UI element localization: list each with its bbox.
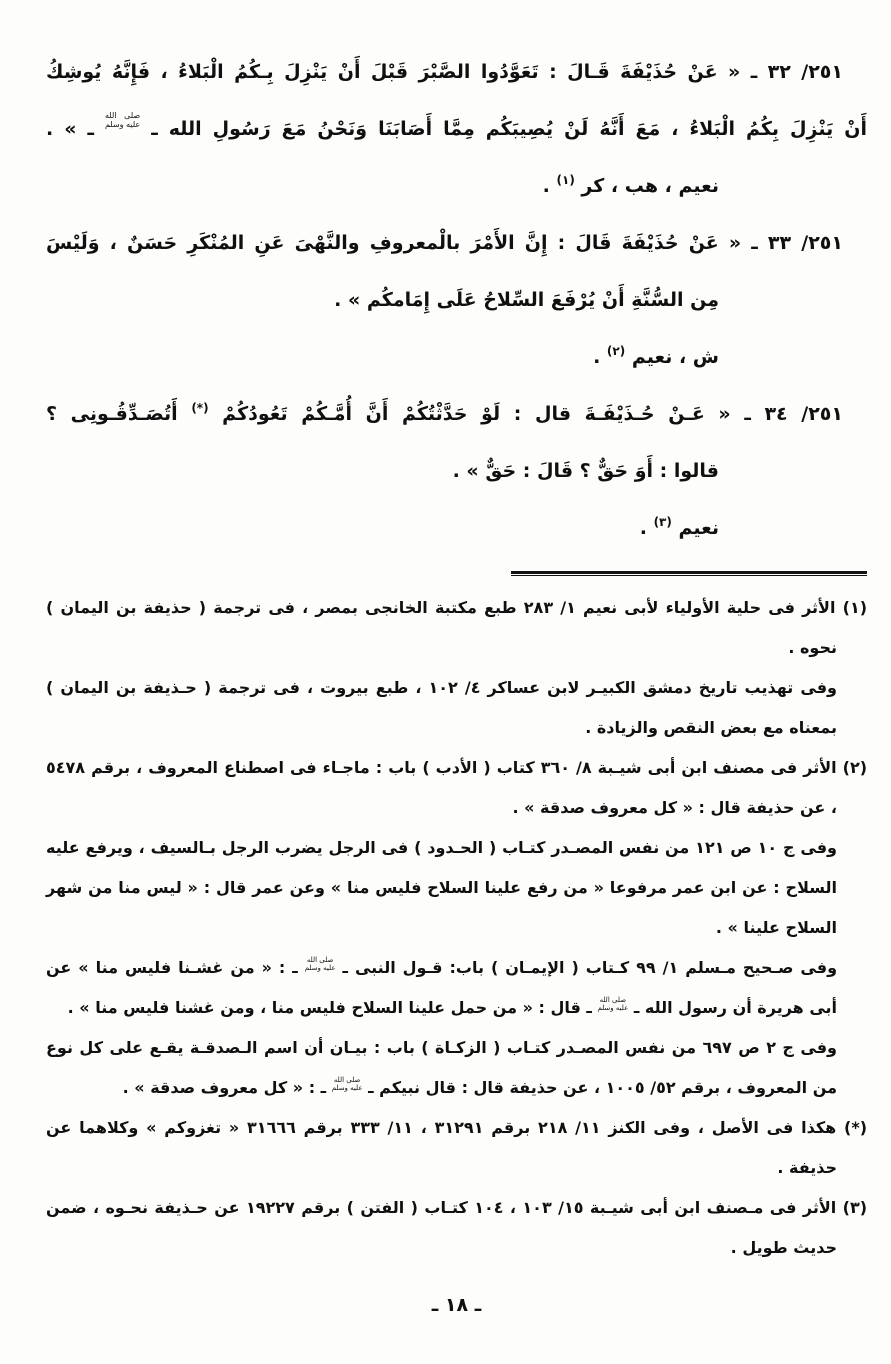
footnote bbox=[46, 748, 867, 1108]
matn-line: أَنْ يَنْزِلَ بِكُمُ الْبَلاءُ ، مَعَ أَنَّهُ لَنْ يُصِيبَكُم مِمَّا أَصَابَنَا وَنَحْنُ مَعَ رَسُولِ الله ـ صلى الله عليه وسلم ـ » . bbox=[46, 111, 867, 140]
footnote-sub-paragraph: وفى تهذيب تاريخ دمشق الكبيـر لابن عساكر ٤/ ١٠٢ ، طبع بيروت ، فى ترجمة ( حـذيفة بن اليمان ) بمعناه مع بعض النقص والزيادة . bbox=[46, 678, 837, 737]
footnote-lead-paragraph: (١) الأثر فى حلية الأولياء لأبى نعيم ١/ ٢٨٣ طبع مكتبة الخانجى بمصر ، فى ترجمة ( حذيفة بن اليمان ) نحوه . bbox=[46, 598, 868, 657]
takhrij-line: نعيم $^{(٣)}$ . bbox=[639, 515, 719, 539]
hadith-section bbox=[46, 386, 867, 557]
footnote-lead-paragraph: (*) هكذا فى الأصل ، وفى الكنز ١١/ ٢١٨ برقم ٣١٢٩١ ، ١١/ ٣٣٣ برقم ٣١٦٦٦ « تغزوكم » وكلاهما عن حذيفة . bbox=[46, 1118, 868, 1177]
matn-line: ٢٥١/ ٣٣ ـ « عَنْ حُذَيْفَةَ قَالَ : إِنَّ الأَمْرَ بالْمعروفِ والنَّهْىَ عَنِ المُنْكَرِ حَسَنٌ ، وَلَيْسَ bbox=[46, 232, 843, 254]
footnote bbox=[46, 1188, 867, 1268]
footnote-sub-paragraph: وفى ج ٢ ص ٦٩٧ من نفس المصـدر كتـاب ( الزكـاة ) باب : بيـان أن اسم الـصدقـة يقـع على كل نوع من المعروف ، برقم ٥٢/ ١٠٠٥ ، عن حذيفة قال : قال نبيكم ـ صلى الله عليه وسلم ـ : « كل معروف صدقة » . bbox=[46, 1038, 838, 1097]
matn-line: قالوا : أَوَ حَقٌّ ؟ قَالَ : حَقٌّ » . bbox=[452, 460, 719, 482]
footnote-ref-marker: (١) bbox=[556, 173, 575, 187]
hadith-text-block bbox=[46, 44, 867, 557]
salawat-calligraphy-icon: صلى الله عليه وسلم bbox=[304, 956, 336, 972]
takhrij-line: ش ، نعيم $^{(٢)}$ . bbox=[593, 344, 719, 368]
hadith-section bbox=[46, 215, 867, 386]
footnote-sub-paragraph: وفى ج ١٠ ص ١٢١ من نفس المصـدر كتـاب ( الحـدود ) فى الرجل يضرب الرجل بـالسيف ، ويرفع عليه السلاح : عن ابن عمر مرفوعا « من رفع علينا السلاح فليس منا » وعن عمر قال : « ليس منا من شهر السلاح علينا » . bbox=[46, 838, 837, 937]
salawat-calligraphy-icon: صلى الله عليه وسلم bbox=[597, 996, 629, 1012]
page-number: ـ ١٨ ـ bbox=[431, 1294, 482, 1316]
footnote-lead-paragraph: (٢) الأثر فى مصنف ابن أبى شيـبة ٨/ ٣٦٠ كتاب ( الأدب ) باب : ماجـاء فى اصطناع المعروف ، برقم ٥٤٧٨ ، عن حذيفة قال : « كل معروف صدقة » . bbox=[46, 758, 868, 817]
footnotes-block bbox=[46, 588, 867, 1268]
footnote bbox=[46, 1108, 867, 1188]
footnote-sub-paragraph: وفى صـحيح مـسلم ١/ ٩٩ كـتاب ( الإيمـان ) باب: قـول النبى ـ صلى الله عليه وسلم ـ : « من غشـنا فليس منا » عن أبى هريرة أن رسول الله ـ صلى الله عليه وسلم ـ قال : « من حمل علينا السلاح فليس منا ، ومن غشنا فليس منا » . bbox=[46, 956, 838, 1017]
salawat-calligraphy-icon: صلى الله عليه وسلم bbox=[104, 111, 141, 129]
takhrij-line: نعيم ، هب ، كر $^{(١)}$ . bbox=[542, 173, 719, 197]
hadith-section bbox=[46, 44, 867, 215]
footnote-ref-marker: (٣) bbox=[653, 515, 672, 529]
footnote-lead-paragraph: (٣) الأثر فى مـصنف ابن أبى شيـبة ١٥/ ١٠٣ ، ١٠٤ كتـاب ( الفتن ) برقم ١٩٢٢٧ عن حـذيفة نحـوه ، ضمن حديث طويل . bbox=[46, 1198, 868, 1257]
matn-line: ٢٥١/ ٣٢ ـ « عَنْ حُذَيْفَةَ قَـالَ : تَعَوَّدُوا الصَّبْرَ قَبْلَ أَنْ يَنْزِلَ بِـكُمُ الْبَلاءُ ، فَإِنَّهُ يُوشِكُ bbox=[46, 61, 843, 83]
footnote-ref-marker: (٢) bbox=[606, 344, 626, 358]
salawat-calligraphy-icon: صلى الله عليه وسلم bbox=[331, 1076, 363, 1092]
matn-line: مِن السُّنَّةِ أَنْ يُرْفَعَ السِّلاحُ عَلَى إِمَامكُم » . bbox=[334, 289, 719, 311]
matn-line: ٢٥١/ ٣٤ ـ « عَـنْ حُـذَيْفَـةَ قال : لَوْ حَدَّثْتُكُمْ أَنَّ أُمَّـكُمْ تَعُودُكُمْ (*) أَتُصَـدِّقُـونِى ؟ bbox=[46, 401, 843, 425]
footnote-separator-rule bbox=[511, 571, 867, 576]
footnote bbox=[46, 588, 867, 748]
footnote-ref-marker: (*) bbox=[191, 401, 209, 415]
